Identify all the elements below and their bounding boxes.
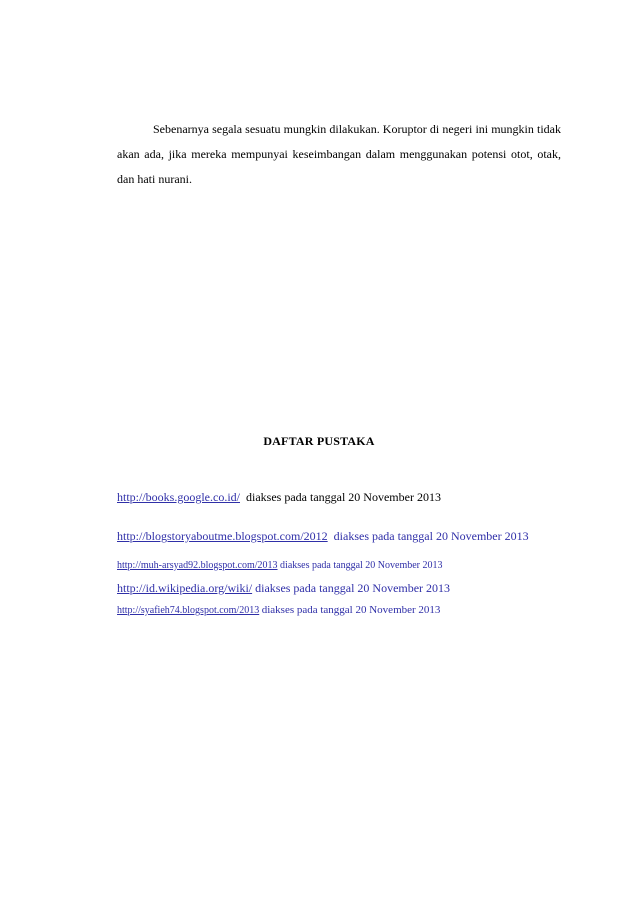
reference-item bbox=[117, 529, 529, 544]
body-paragraph: Sebenarnya segala sesuatu mungkin dilakukan. Koruptor di negeri ini mungkin tidak akan ada, jika mereka mempunyai keseimbangan dalam menggunakan potensi otot, otak, dan hati nurani. bbox=[117, 122, 561, 186]
reference-link[interactable]: http://books.google.co.id/ bbox=[117, 490, 240, 504]
reference-link[interactable]: http://muh-arsyad92.blogspot.com/2013 bbox=[117, 560, 278, 571]
reference-access-note: diakses pada tanggal 20 November 2013 bbox=[333, 529, 529, 543]
reference-link[interactable]: http://syafieh74.blogspot.com/2013 bbox=[117, 605, 260, 616]
reference-item bbox=[117, 604, 440, 616]
references-heading: DAFTAR PUSTAKA bbox=[263, 434, 375, 448]
reference-item bbox=[117, 490, 441, 505]
reference-access-note: diakses pada tanggal 20 November 2013 bbox=[255, 581, 451, 595]
reference-access-note: diakses pada tanggal 20 November 2013 bbox=[280, 560, 443, 571]
reference-access-note: diakses pada tanggal 20 November 2013 bbox=[261, 604, 441, 616]
reference-access-note: diakses pada tanggal 20 November 2013 bbox=[246, 490, 441, 504]
reference-item bbox=[117, 560, 443, 571]
reference-link[interactable]: http://blogstoryaboutme.blogspot.com/2012 bbox=[117, 529, 328, 543]
reference-link[interactable]: http://id.wikipedia.org/wiki/ bbox=[117, 581, 253, 595]
reference-item bbox=[117, 581, 450, 596]
